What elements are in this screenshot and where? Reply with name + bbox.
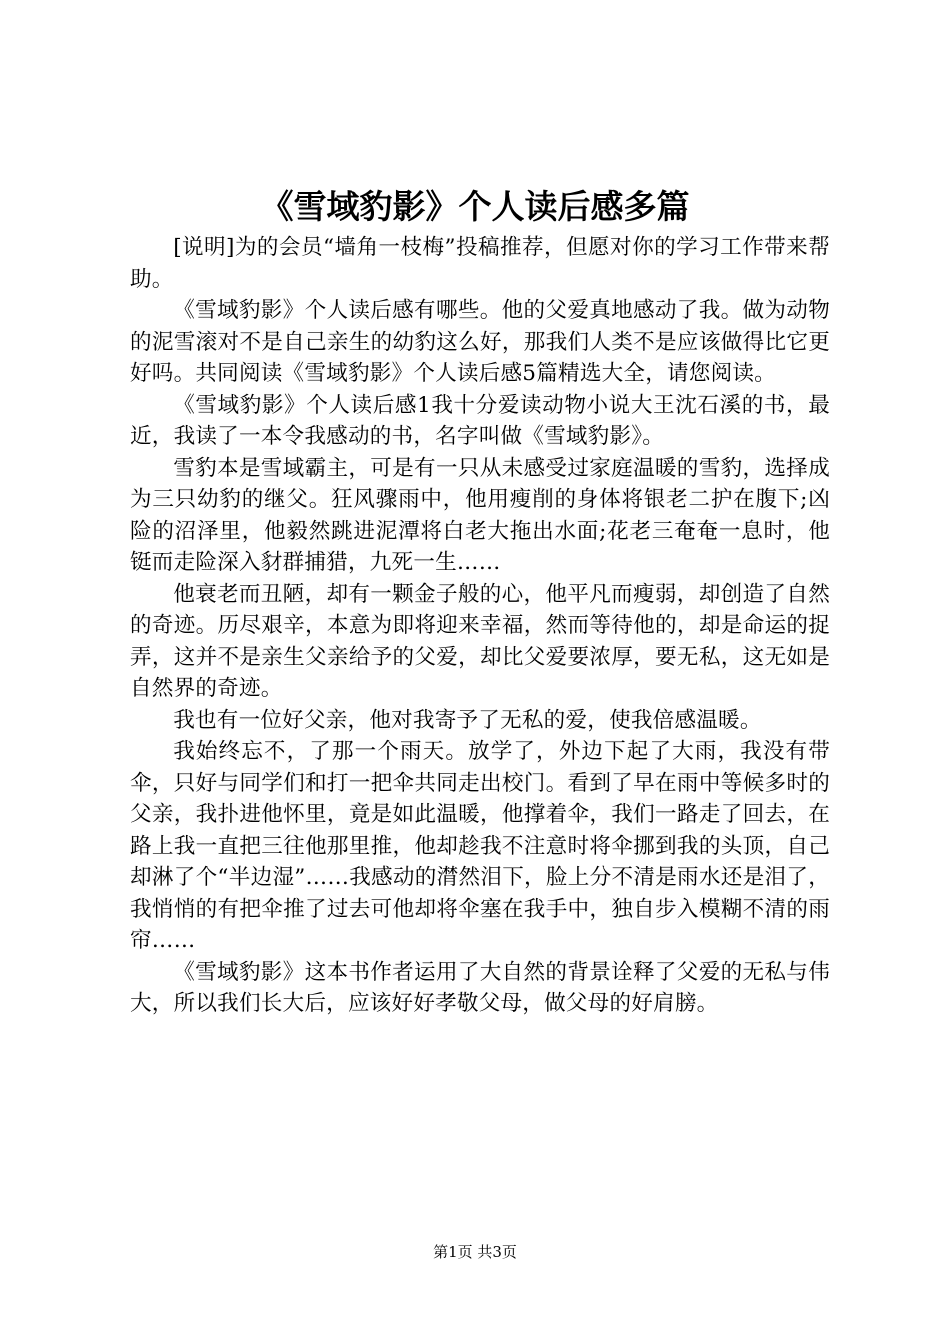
- paragraph-reflection: 他衰老而丑陋，却有一颗金子般的心，他平凡而瘦弱，却创造了自然的奇迹。历尽艰辛，本意为即将迎来幸福，然而等待他的，却是命运的捉弄，这并不是亲生父亲给予的父爱，却比父爱要浓厚，要无私，这无如是自然界的奇迹。: [130, 581, 830, 701]
- paragraph-my-father: 我也有一位好父亲，他对我寄予了无私的爱，使我倍感温暖。: [173, 707, 762, 733]
- paragraph-rainy-day: 我始终忘不，了那一个雨天。放学了，外边下起了大雨，我没有带伞，只好与同学们和打一把伞共同走出校门。看到了早在雨中等候多时的父亲，我扑进他怀里，竟是如此温暖，他撑着伞，我们一路走了回去，在路上我一直把三往他那里推，他却趁我不注意时将伞挪到我的头顶，自己却淋了个“半边湿”……我感动的潸然泪下，脸上分不清是雨水还是泪了，我悄悄的有把伞推了过去可他却将伞塞在我手中，独自步入模糊不清的雨帘……: [130, 739, 830, 953]
- page-number-footer: 第1页 共3页: [433, 1243, 517, 1261]
- paragraph-essay-1-opening: 《雪域豹影》个人读后感1我十分爱读动物小说大王沈石溪的书，最近，我读了一本令我感动的书，名字叫做《雪域豹影》。: [130, 392, 830, 449]
- paragraph-note: [说明]为的会员“墙角一枝梅”投稿推荐，但愿对你的学习工作带来帮助。: [130, 235, 830, 292]
- paragraph-story-summary: 雪豹本是雪域霸主，可是有一只从未感受过家庭温暖的雪豹，选择成为三只幼豹的继父。狂风骤雨中，他用瘦削的身体将银老二护在腹下;凶险的沼泽里，他毅然跳进泥潭将白老大拖出水面;花老三奄奄一息时，他铤而走险深入豺群捕猎，九死一生……: [130, 455, 830, 575]
- paragraph-intro: 《雪域豹影》个人读后感有哪些。他的父爱真地感动了我。做为动物的泥雪滚对不是自己亲生的幼豹这么好，那我们人类不是应该做得比它更好吗。共同阅读《雪域豹影》个人读后感5篇精选大全，请您阅读。: [130, 298, 830, 386]
- paragraph-conclusion: 《雪域豹影》这本书作者运用了大自然的背景诠释了父爱的无私与伟大，所以我们长大后，应该好好孝敬父母，做父母的好肩膀。: [130, 959, 830, 1016]
- document-title: 《雪域豹影》个人读后感多篇: [260, 187, 690, 226]
- document-body: [130, 232, 830, 1020]
